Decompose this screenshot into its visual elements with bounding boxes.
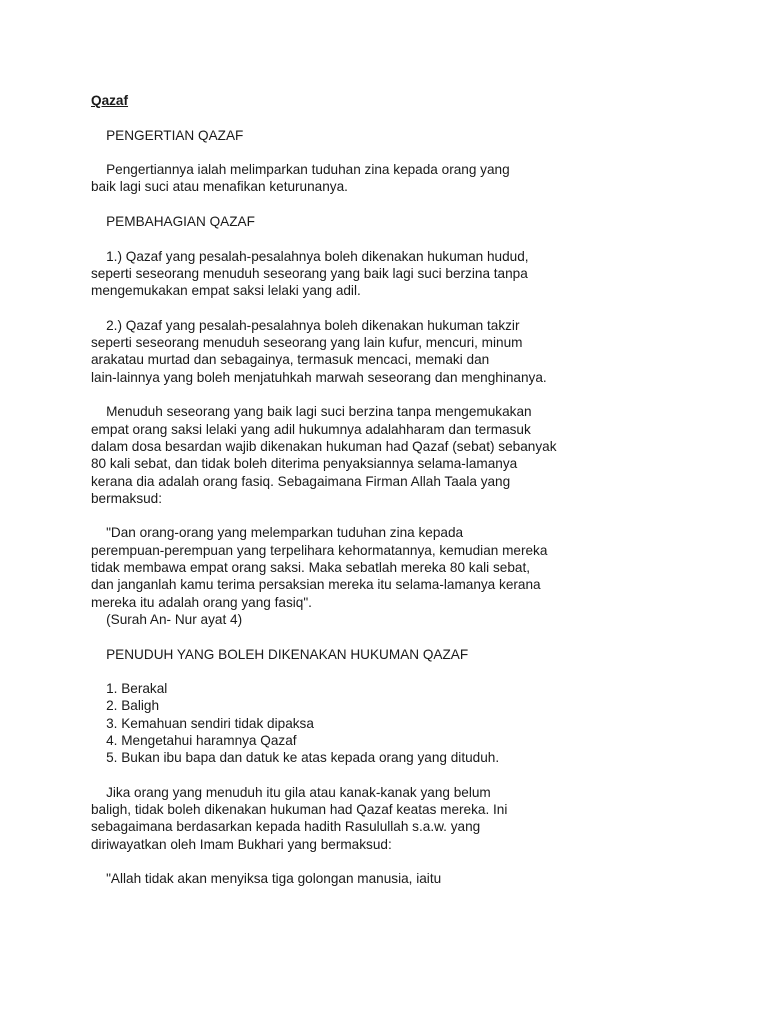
text-line: arakatau murtad dan sebagainya, termasuk mencaci, memaki dan	[91, 352, 490, 368]
text-line: bermaksud:	[91, 490, 163, 506]
spacer	[91, 663, 731, 680]
heading-pembahagian: PEMBAHAGIAN QAZAF	[91, 214, 255, 230]
text-line: tidak membawa empat orang saksi. Maka sebatlah mereka 80 kali sebat,	[91, 560, 530, 576]
text-line: lain-lainnya yang boleh menjatuhkah marwah seseorang dan menghinanya.	[91, 369, 547, 385]
text-line: 2.) Qazaf yang pesalah-pesalahnya boleh dikenakan hukuman takzir	[91, 317, 520, 333]
text-line: dalam dosa besardan wajib dikenakan hukuman had Qazaf (sebat) sebanyak	[91, 438, 557, 454]
text-line: diriwayatkan oleh Imam Bukhari yang bermaksud:	[91, 836, 392, 852]
heading-pengertian: PENGERTIAN QAZAF	[91, 127, 244, 143]
spacer	[91, 853, 731, 870]
quote-hadith	[91, 870, 731, 887]
list-penuduh	[91, 680, 731, 766]
paragraph-item-1	[91, 248, 731, 300]
spacer	[91, 386, 731, 403]
text-line: Jika orang yang menuduh itu gila atau kanak-kanak yang belum	[91, 784, 491, 800]
list-item: 3. Kemahuan sendiri tidak dipaksa	[91, 715, 314, 731]
spacer	[91, 230, 731, 247]
list-item: 1. Berakal	[91, 681, 168, 697]
list-item: 2. Baligh	[91, 698, 160, 714]
text-line: Pengertiannya ialah melimparkan tuduhan zina kepada orang yang	[91, 162, 510, 178]
list-item: 5. Bukan ibu bapa dan datuk ke atas kepada orang yang dituduh.	[91, 750, 500, 766]
text-line: mengemukakan empat saksi lelaki yang adil.	[91, 283, 361, 299]
quote-surah-an-nur	[91, 524, 731, 628]
text-line: sebagaimana berdasarkan kepada hadith Rasulullah s.a.w. yang	[91, 819, 481, 835]
list-item: 4. Mengetahui haramnya Qazaf	[91, 732, 297, 748]
paragraph-item-2	[91, 317, 731, 386]
spacer	[91, 507, 731, 524]
text-line: kerana dia adalah orang fasiq. Sebagaimana Firman Allah Taala yang	[91, 473, 511, 489]
text-line: perempuan-perempuan yang terpelihara kehormatannya, kemudian mereka	[91, 542, 548, 558]
spacer	[91, 767, 731, 784]
text-line: seperti seseorang menuduh seseorang yang baik lagi suci berzina tanpa	[91, 265, 528, 281]
text-line: baligh, tidak boleh dikenakan hukuman had Qazaf keatas mereka. Ini	[91, 802, 508, 818]
document-page	[91, 92, 731, 888]
spacer	[91, 144, 731, 161]
spacer	[91, 196, 731, 213]
spacer	[91, 300, 731, 317]
text-line: "Allah tidak akan menyiksa tiga golongan manusia, iaitu	[91, 871, 442, 887]
text-line: seperti seseorang menuduh seseorang yang lain kufur, mencuri, minum	[91, 335, 523, 351]
text-line: Menuduh seseorang yang baik lagi suci berzina tanpa mengemukakan	[91, 404, 532, 420]
spacer	[91, 109, 731, 126]
paragraph-jika	[91, 784, 731, 853]
document-title: Qazaf	[91, 93, 129, 108]
text-line: 1.) Qazaf yang pesalah-pesalahnya boleh dikenakan hukuman hudud,	[91, 248, 529, 264]
text-line: 80 kali sebat, dan tidak boleh diterima penyaksiannya selama-lamanya	[91, 456, 518, 472]
paragraph-menuduh	[91, 403, 731, 507]
text-line: empat orang saksi lelaki yang adil hukumnya adalahharam dan termasuk	[91, 421, 531, 437]
citation: (Surah An- Nur ayat 4)	[91, 611, 243, 627]
text-line: baik lagi suci atau menafikan keturunanya.	[91, 179, 348, 195]
text-line: dan janganlah kamu terima persaksian mereka itu selama-lamanya kerana	[91, 577, 541, 593]
heading-penuduh: PENUDUH YANG BOLEH DIKENAKAN HUKUMAN QAZAF	[91, 646, 469, 662]
text-line: mereka itu adalah orang yang fasiq".	[91, 594, 312, 610]
text-line: "Dan orang-orang yang melemparkan tuduhan zina kepada	[91, 525, 464, 541]
spacer	[91, 628, 731, 645]
paragraph-pengertian	[91, 161, 731, 196]
